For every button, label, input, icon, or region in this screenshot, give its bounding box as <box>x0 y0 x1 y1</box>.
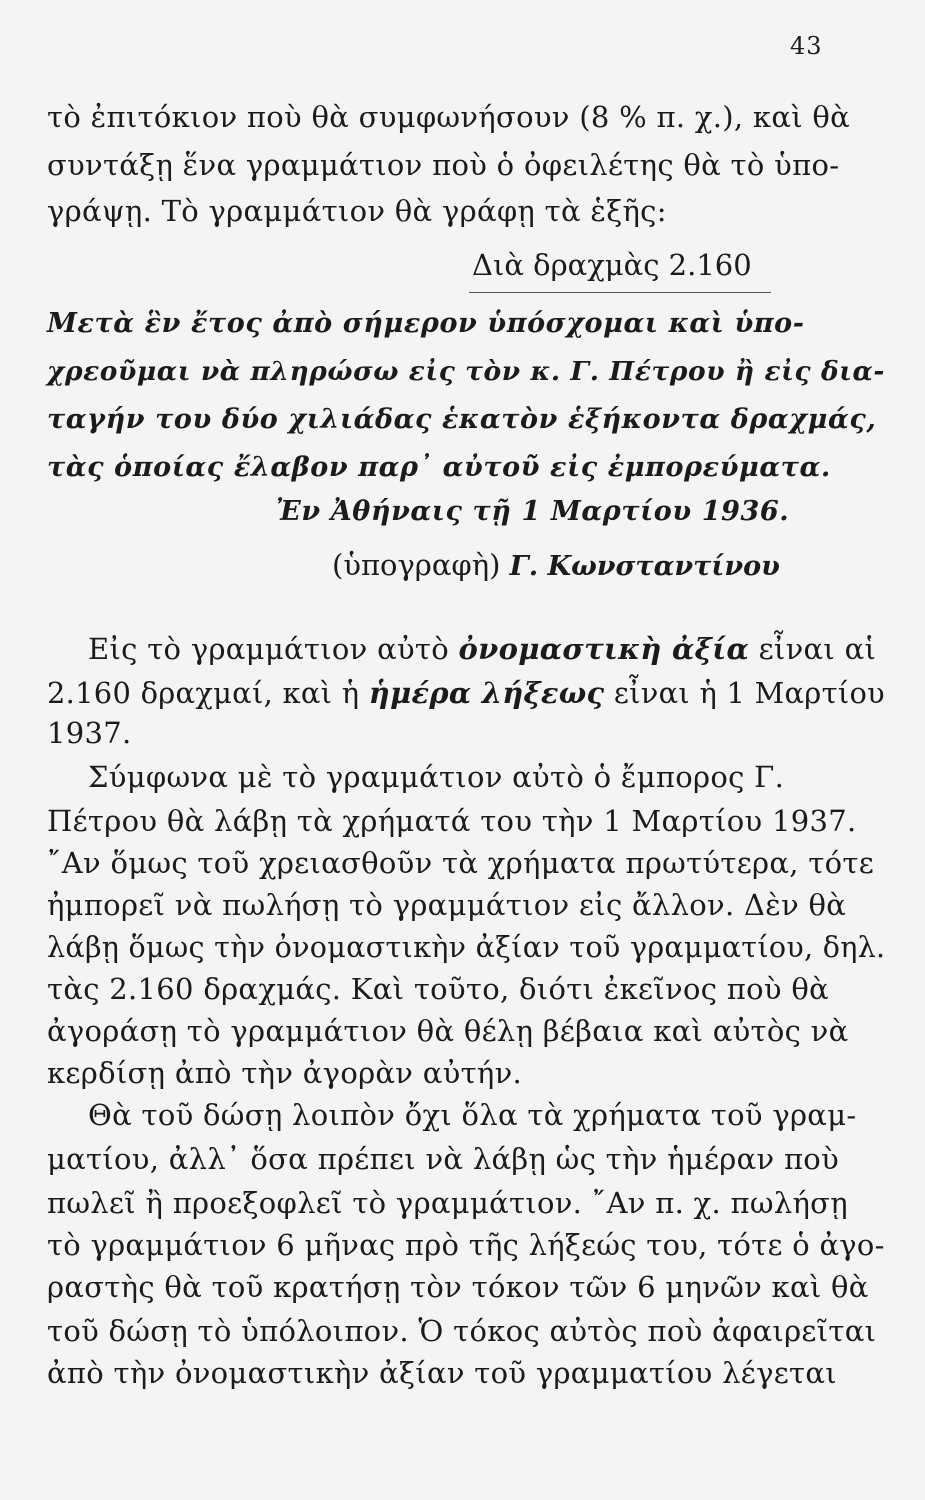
paragraph-line: 1937. <box>47 716 132 750</box>
paragraph-line: Θὰ τοῦ δώσῃ λοιπὸν ὄχι ὅλα τὰ χρήματα τοῦ γραμ- <box>88 1098 857 1132</box>
paragraph-line: ἀγοράσῃ τὸ γραμμάτιον θὰ θέλῃ βέβαια καὶ αὐτὸς νὰ <box>47 1014 849 1048</box>
paragraph-line: κερδίσῃ ἀπὸ τὴν ἀγορὰν αὐτήν. <box>47 1056 523 1090</box>
note-line: τὰς ὁποίας ἔλαβον παρ᾽ αὐτοῦ εἰς ἐμπορεύματα. <box>47 452 831 483</box>
amount-rule <box>469 292 771 293</box>
paragraph-line: ραστὴς θὰ τοῦ κρατήσῃ τὸν τόκον τῶν 6 μηνῶν καὶ θὰ <box>47 1270 869 1304</box>
note-date: Ἐν Ἀθήναις τῇ 1 Μαρτίου 1936. <box>276 496 790 527</box>
paragraph-line: ῎Αν ὅμως τοῦ χρειασθοῦν τὰ χρήματα πρωτύτερα, τότε <box>47 846 875 880</box>
note-line: χρεοῦμαι νὰ πληρώσω εἰς τὸν κ. Γ. Πέτρου ἢ εἰς δια- <box>47 356 885 387</box>
paragraph-line: Σύμφωνα μὲ τὸ γραμμάτιον αὐτὸ ὁ ἔμπορος Γ. <box>88 760 785 794</box>
paragraph-line: ἀπὸ τὴν ὀνομαστικὴν ἀξίαν τοῦ γραμματίου λέγεται <box>47 1356 837 1390</box>
signature-name: Γ. Κωνσταντίνου <box>509 551 780 582</box>
paragraph-line <box>47 676 885 710</box>
note-signature <box>332 548 780 582</box>
intro-line: τὸ ἐπιτόκιον ποὺ θὰ συμφωνήσουν (8 % π. χ.), καὶ θὰ <box>47 100 851 134</box>
note-line: ταγήν του δύο χιλιάδας ἑκατὸν ἑξήκοντα δραχμάς, <box>47 404 877 435</box>
text-run: 2.160 δραχμαί, καὶ ἡ <box>47 676 369 710</box>
text-run: Εἰς τὸ γραμμάτιον αὐτὸ <box>88 632 459 666</box>
paragraph-line: πωλεῖ ἢ προεξοφλεῖ τὸ γραμμάτιον. ῎Αν π. χ. πωλήσῃ <box>47 1186 848 1220</box>
signature-label: (ὑπογραφὴ) <box>332 548 501 582</box>
paragraph-line: τὸ γραμμάτιον 6 μῆνας πρὸ τῆς λήξεώς του, τότε ὁ ἀγο- <box>47 1228 885 1262</box>
term-face-value: ὀνομαστικὴ ἀξία <box>458 632 750 666</box>
text-run: εἶναι ἡ 1 Μαρτίου <box>604 676 885 710</box>
intro-line: γράψῃ. Τὸ γραμμάτιον θὰ γράφῃ τὰ ἑξῆς: <box>47 194 667 228</box>
paragraph-line <box>88 632 876 666</box>
paragraph-line: ἠμπορεῖ νὰ πωλήσῃ τὸ γραμμάτιον εἰς ἄλλον. Δὲν θὰ <box>47 888 847 922</box>
paragraph-line: Πέτρου θὰ λάβῃ τὰ χρήματά του τὴν 1 Μαρτίου 1937. <box>47 804 857 838</box>
intro-line: συντάξῃ ἕνα γραμμάτιον ποὺ ὁ ὀφειλέτης θὰ τὸ ὑπο- <box>47 148 840 182</box>
note-amount: Διὰ δραχμὰς 2.160 <box>472 248 752 282</box>
paragraph-line: τοῦ δώσῃ τὸ ὑπόλοιπον. Ὁ τόκος αὐτὸς ποὺ ἀφαιρεῖται <box>47 1314 877 1348</box>
paragraph-line: λάβῃ ὅμως τὴν ὀνομαστικὴν ἀξίαν τοῦ γραμματίου, δηλ. <box>47 930 886 964</box>
note-line: Μετὰ ἓν ἔτος ἀπὸ σήμερον ὑπόσχομαι καὶ ὑπο- <box>47 308 805 339</box>
page-number: 43 <box>790 32 823 60</box>
text-run: εἶναι αἱ <box>749 632 877 666</box>
paragraph-line: τὰς 2.160 δραχμάς. Καὶ τοῦτο, διότι ἐκεῖνος ποὺ θὰ <box>47 972 829 1006</box>
paragraph-line: ματίου, ἀλλ᾽ ὅσα πρέπει νὰ λάβῃ ὡς τὴν ἡμέραν ποὺ <box>47 1142 839 1176</box>
term-maturity-date: ἡμέρα λήξεως <box>368 676 605 710</box>
